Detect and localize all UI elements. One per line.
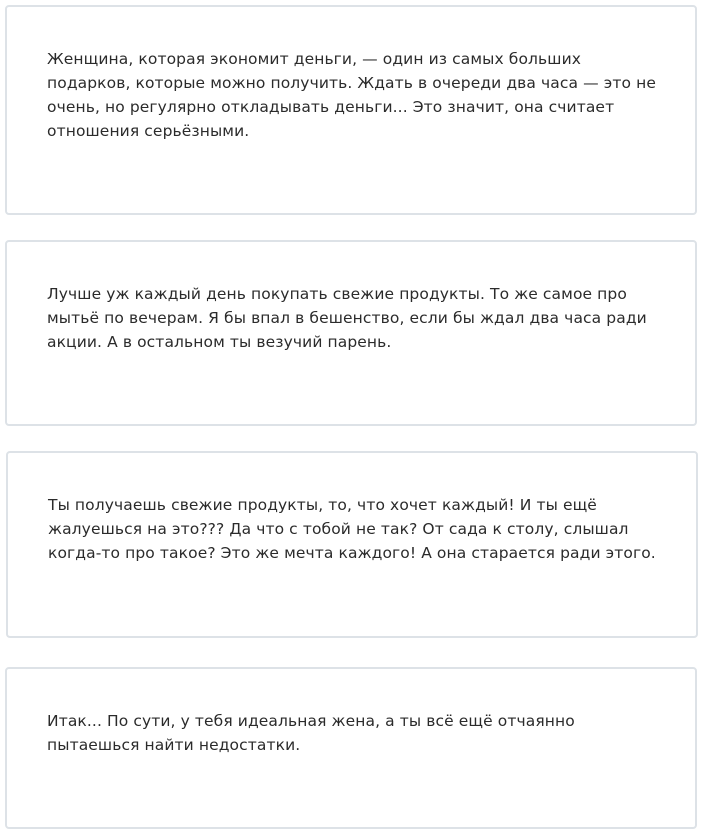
comment-card-1 — [5, 5, 697, 215]
comment-card-4 — [5, 667, 697, 829]
comment-text-2: Лучше уж каждый день покупать свежие продукты. То же самое про мытьё по вечерам. Я бы впал в бешенство, если бы ждал два часа ради акции. А в остальном ты везучий парень. — [47, 285, 647, 351]
comment-text-4: Итак... По сути, у тебя идеальная жена, а ты всё ещё отчаянно пытаешься найти недостатки. — [47, 712, 575, 754]
comment-card-2 — [5, 240, 697, 426]
comment-text-3: Ты получаешь свежие продукты, то, что хочет каждый! И ты ещё жалуешься на это??? Да что с тобой не так? От сада к столу, слышал когда-то про такое? Это же мечта каждого! А она старается ради этого. — [48, 496, 656, 562]
comment-text-1: Женщина, которая экономит деньги, — один из самых больших подарков, которые можно получить. Ждать в очереди два часа — это не очень, но регулярно откладывать деньги... Это значит, она считает отношения серьёзными. — [47, 50, 656, 140]
comment-card-3 — [6, 451, 698, 638]
